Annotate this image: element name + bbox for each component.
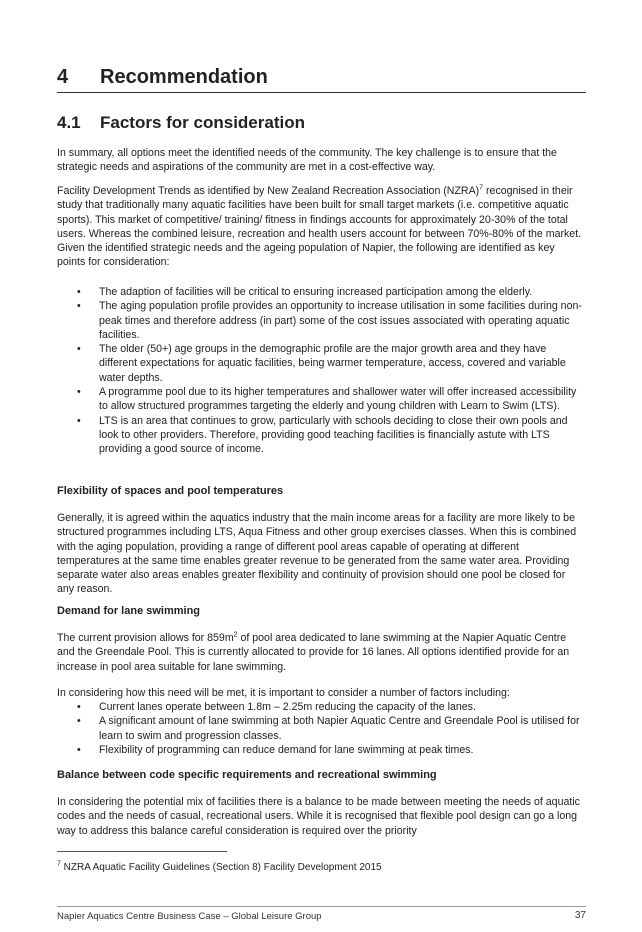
balance-paragraph: In considering the potential mix of facilities there is a balance to be made between meeting the needs of aquatic codes and the needs of casual, recreational users. While it is recognised that flexible pool design can go a long way to address this balance careful consideration is required over the priority: [57, 796, 580, 837]
list-item: • A significant amount of lane swimming at both Napier Aquatic Centre and Greendale Pool is utilised for learn to swim and progression classes.: [57, 714, 583, 743]
footer-divider: [57, 906, 586, 907]
factors-list: [57, 700, 583, 757]
footer-text: Napier Aquatics Centre Business Case – Global Leisure Group: [57, 911, 322, 922]
footnote-text: NZRA Aquatic Facility Guidelines (Section 8) Facility Development 2015: [60, 862, 382, 873]
list-item: • Current lanes operate between 1.8m – 2.25m reducing the capacity of the lanes.: [57, 700, 583, 714]
list-item: • The adaption of facilities will be critical to ensuring increased participation among the elderly.: [57, 285, 583, 299]
list-item: • Flexibility of programming can reduce demand for lane swimming at peak times.: [57, 743, 583, 757]
flex-paragraph: Generally, it is agreed within the aquatics industry that the main income areas for a facility are more likely to be structured programmes including LTS, Aqua Fitness and other group exercises classes. When this is combined with the aging population, providing a range of different pool areas capable of operating at different temperatures at the same time enables greater revenue to be generated from the same water area. Providing separate water also areas enables greater flexibility and continuity of provision should one pool be closed for any reason.: [57, 512, 577, 596]
list-item: • The aging population profile provides an opportunity to increase utilisation in some facilities during non-peak times and therefore address (in part) some of the cost issues associated with operating aquatic facilities.: [57, 299, 583, 342]
flex-heading: Flexibility of spaces and pool temperatures: [57, 485, 284, 497]
section-heading: [57, 66, 586, 93]
trends-paragraph: [57, 184, 583, 270]
lane-heading: Demand for lane swimming: [57, 605, 201, 617]
key-points-list: [57, 285, 583, 457]
balance-heading: Balance between code specific requirements and recreational swimming: [57, 769, 437, 781]
footnote: [57, 862, 382, 873]
section-title: Recommendation: [100, 66, 268, 88]
subsection-number: 4.1: [57, 113, 81, 132]
subsection-heading: [57, 113, 305, 133]
trends-text-end: recognised in their study that traditionally many aquatic facilities have been built for small target markets (i.e. competitive aquatic sports). This market of competitive/ training/ fitness in findings accounts for approximately 20-30% of the total users. Whereas the combined leisure, recreation and health users account for between 70%-80% of the market. Given the identified strategic needs and the ageing population of Napier, the following are identified as key points for consideration:: [57, 185, 582, 269]
intro-paragraph: In summary, all options meet the identified needs of the community. The key challenge is to ensure that the strategic needs and aspirations of the community are met in a cost-effective way.: [57, 147, 557, 174]
trends-text-start: Facility Development Trends as identified by New Zealand Recreation Association (NZRA): [57, 185, 480, 197]
footnote-ref: 7: [479, 184, 484, 192]
footnote-marker: 7: [57, 860, 61, 868]
footnote-divider: [57, 851, 227, 852]
lane-paragraph: [57, 631, 583, 674]
lane-text-start: The current provision allows for 859m: [57, 632, 234, 644]
factors-intro: In considering how this need will be met, it is important to consider a number of factors including:: [57, 687, 510, 699]
squared-superscript: 2: [233, 631, 238, 639]
lane-text-end: of pool area dedicated to lane swimming at the Napier Aquatic Centre and the Greendale Pool. This is currently allocated to provide for 16 lanes. All options identified provide for an increase in pool area suitable for lane swimming.: [57, 632, 570, 673]
list-item: • A programme pool due to its higher temperatures and shallower water will offer increased accessibility to allow structured programmes targeting the elderly and young children with Learn to Swim (LTS).: [57, 385, 583, 414]
list-item: • The older (50+) age groups in the demographic profile are the major growth area and they have different expectations for aquatic facilities, being warmer temperature, access, covered and variable water depths.: [57, 342, 583, 385]
page-number: 37: [574, 910, 586, 921]
section-number: 4: [57, 66, 69, 88]
list-item: • LTS is an area that continues to grow, particularly with schools deciding to close their own pools and look to other providers. Therefore, providing good teaching facilities is financially astute with LTS providing a good source of income.: [57, 414, 583, 457]
subsection-title: Factors for consideration: [100, 113, 305, 132]
